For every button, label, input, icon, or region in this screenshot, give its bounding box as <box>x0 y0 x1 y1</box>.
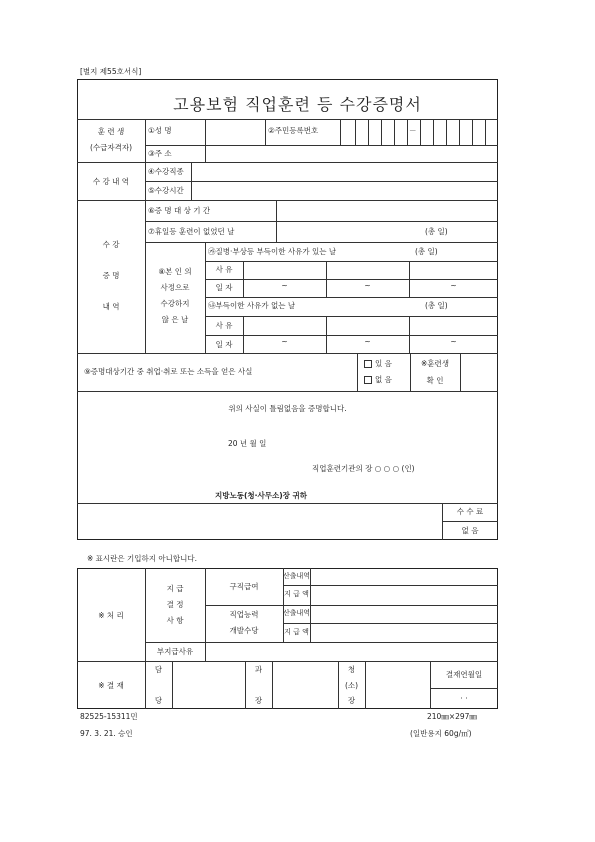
trainee-sublabel: (수급자격자) <box>89 143 133 152</box>
approval-date-dots: · · <box>460 694 468 703</box>
course-label: 수 강 내 역 <box>92 177 130 186</box>
paper-spec: (일반용지 60g/㎡) <box>410 729 472 738</box>
illness-date-sep-1: ~ <box>281 281 288 290</box>
proof-label-2: 증 명 <box>102 271 120 280</box>
approval-section-head-1: 과 <box>254 665 263 674</box>
holiday-total: (총 일) <box>425 227 448 236</box>
illness-total: (총 일) <box>415 247 438 256</box>
name-label: ①성 명 <box>148 126 172 135</box>
skills-pay-label: 지 급 액 <box>284 628 309 636</box>
job-seeking-pay-label: 지 급 액 <box>284 590 309 598</box>
skills-allowance-label-2: 개발수당 <box>229 626 259 635</box>
address-label: ③주 소 <box>148 149 172 158</box>
approval-date-footer: 97. 3. 21. 승인 <box>80 729 133 738</box>
form-code: 82525-15311민 <box>80 712 138 721</box>
unavoidable-label: ㉯부득이한 사유가 없는 날 <box>208 301 296 310</box>
approval-label: ※ 결 재 <box>98 681 124 690</box>
certification-statement: 위의 사실이 틀림없음을 증명합니다. <box>228 404 347 413</box>
approval-section-head-2: 장 <box>254 696 263 705</box>
skills-allowance-label-1: 직업능력 <box>229 610 259 619</box>
approval-office-head-1: 청 <box>347 665 356 674</box>
period-label: ⑥증 명 대 상 기 간 <box>148 206 211 215</box>
personal-label-4: 않 은 날 <box>161 315 189 324</box>
personal-label-3: 수강하지 <box>160 299 190 308</box>
unavoidable-date-label: 일 자 <box>215 340 233 349</box>
non-payment-reason-label: 부지급사유 <box>156 647 194 656</box>
checkbox-icon[interactable] <box>364 360 372 368</box>
trainee-check-label-1: ※훈련생 <box>420 359 450 368</box>
income-fact-label: ⑨증명대상기간 중 취업·취로 또는 소득을 얻은 사실 <box>84 367 253 376</box>
unavoidable-date-sep-1: ~ <box>281 337 288 346</box>
illness-date-sep-3: ~ <box>450 281 457 290</box>
institution-head-line: 직업훈련기관의 장 ○ ○ ○ (인) <box>312 464 415 473</box>
income-option-no-label: 없 음 <box>375 375 392 384</box>
fee-label: 수 수 료 <box>456 507 484 516</box>
rrn-label: ②주민등록번호 <box>268 126 319 135</box>
job-seeking-benefit-label: 구직급여 <box>229 582 259 591</box>
unavoidable-date-sep-3: ~ <box>450 337 457 346</box>
course-type-label: ④수강직종 <box>148 167 184 176</box>
approval-office-head-2: (소) <box>344 681 359 690</box>
course-hours-label: ⑤수강시간 <box>148 186 184 195</box>
proof-label-3: 내 역 <box>102 302 120 311</box>
note-text: ※ 표시란은 기입하지 아니합니다. <box>87 554 198 563</box>
page-title: 고용보험 직업훈련 등 수강증명서 <box>173 95 422 114</box>
income-option-no[interactable] <box>364 376 392 384</box>
illness-reason-label: 사 유 <box>215 265 233 274</box>
payment-decision-label-3: 사 항 <box>166 616 184 625</box>
job-seeking-calc-label: 산출내역 <box>283 572 311 580</box>
personal-label-2: 사정으로 <box>160 283 190 292</box>
personal-label-1: ⑧본 인 의 <box>158 267 192 276</box>
approval-staff-1: 담 <box>154 665 163 674</box>
processing-label: ※ 처 리 <box>98 611 124 620</box>
trainee-label: 훈 련 생 <box>97 127 125 136</box>
unavoidable-date-sep-2: ~ <box>364 337 371 346</box>
illness-date-sep-2: ~ <box>364 281 371 290</box>
payment-decision-label-2: 결 정 <box>166 600 184 609</box>
rrn-dash: － <box>409 126 417 135</box>
skills-calc-label: 산출내역 <box>283 609 311 617</box>
approval-date-label: 결재연월일 <box>445 670 483 679</box>
certification-date: 20 년 월 일 <box>228 439 267 448</box>
form-number-tag: [별지 제55호서식] <box>80 67 142 76</box>
paper-size: 210㎜×297㎜ <box>427 712 477 721</box>
payment-decision-label-1: 지 급 <box>166 584 184 593</box>
income-option-yes[interactable] <box>364 360 392 368</box>
approval-staff-2: 당 <box>154 696 163 705</box>
income-option-yes-label: 있 음 <box>375 359 392 368</box>
approval-office-head-3: 장 <box>347 696 356 705</box>
unavoidable-reason-label: 사 유 <box>215 321 233 330</box>
holiday-label: ⑦휴일등 훈련이 없었던 날 <box>148 227 235 236</box>
fee-value: 없 음 <box>461 526 479 535</box>
trainee-check-label-2: 확 인 <box>426 376 444 385</box>
checkbox-icon[interactable] <box>364 376 372 384</box>
illness-date-label: 일 자 <box>215 283 233 292</box>
recipient-line: 지방노동(청·사무소)장 귀하 <box>215 491 308 500</box>
illness-label: ㉮질병·부상등 부득이한 사유가 있는 날 <box>208 247 337 256</box>
unavoidable-total: (총 일) <box>425 301 448 310</box>
proof-label-1: 수 강 <box>102 240 120 249</box>
